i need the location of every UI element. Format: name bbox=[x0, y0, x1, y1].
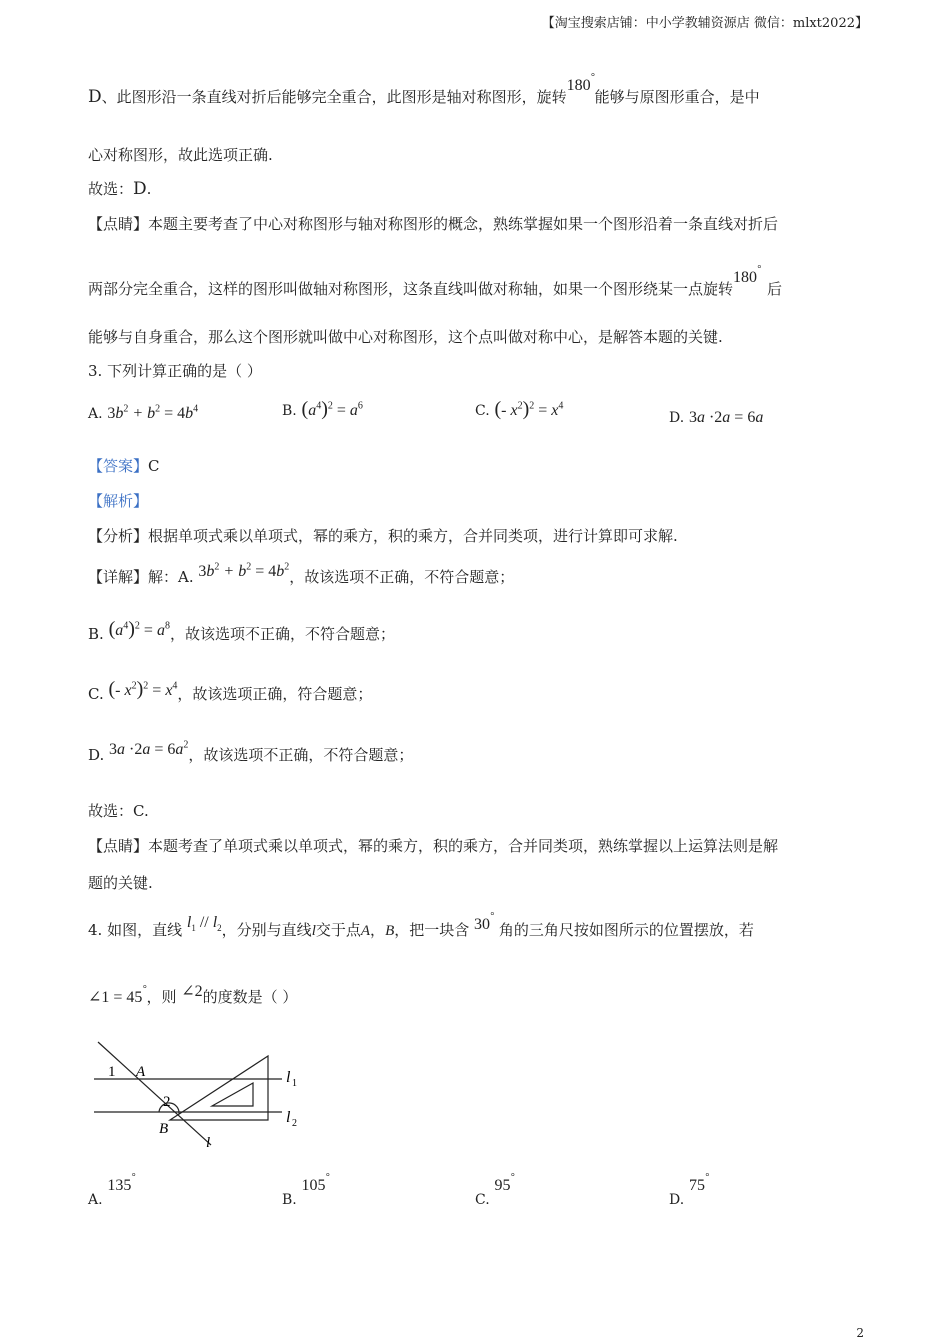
text: 两部分完全重合，这样的图形叫做轴对称图形，这条直线叫做对称轴，如果一个图形绕某一点旋转 bbox=[88, 280, 734, 298]
angle1-value: ∠1 = 45 bbox=[88, 989, 143, 1006]
option-label: B. bbox=[282, 1192, 297, 1208]
option-label: B. bbox=[282, 403, 297, 419]
tip1-line2: 两部分完全重合，这样的图形叫做轴对称图形，这条直线叫做对称轴，如果一个图形绕某一点旋转180°后 bbox=[88, 264, 783, 298]
detail-b: B. $(a^4)^2 = a^8$，故该选项不正确，不符合题意； bbox=[88, 618, 395, 643]
line-l-label: l bbox=[311, 923, 316, 939]
answer-tag: 【答案】 bbox=[88, 457, 149, 475]
text: ， bbox=[370, 921, 386, 939]
text: 本题主要考查了中心对称图形与轴对称图形的概念，熟练掌握如果一个图形沿着一条直线对折后 bbox=[148, 215, 779, 233]
d-explanation-line2: 心对称图形，故此选项正确. bbox=[88, 146, 273, 164]
option-label: C. bbox=[475, 1192, 490, 1208]
question-4-line1: 4. 如图，直线 $l_1 // l_2$，分别与直线l交于点A，B，把一块含 30° 角的三角尺按如图所示的位置摆放，若 bbox=[88, 911, 754, 939]
option-label: D. bbox=[669, 1192, 685, 1208]
tip2-line1 bbox=[88, 835, 778, 856]
tip-tag: 【点睛】 bbox=[88, 215, 149, 233]
option-label: D. bbox=[669, 410, 685, 426]
text: ，则 bbox=[146, 988, 177, 1006]
text: ，故该选项正确，符合题意； bbox=[177, 685, 373, 703]
fenxi-tag: 【分析】 bbox=[88, 527, 149, 545]
answer-line bbox=[88, 455, 160, 476]
answer-select-1 bbox=[88, 178, 151, 199]
point-b-figure-label: B bbox=[159, 1121, 169, 1137]
option-value: 75 bbox=[688, 1177, 705, 1194]
point-a-figure-label: A bbox=[136, 1064, 146, 1080]
degree-value: 30 bbox=[474, 916, 491, 933]
tip-tag: 【点睛】 bbox=[88, 837, 149, 855]
l2-figure-label: l bbox=[286, 1109, 291, 1126]
text: ，把一块含 bbox=[394, 921, 470, 939]
q4-option-b: B. 105° bbox=[282, 1172, 330, 1208]
option-label: A. bbox=[88, 1192, 103, 1208]
text: 角的三角尺按如图所示的位置摆放，若 bbox=[498, 921, 754, 939]
page-number: 2 bbox=[856, 1326, 864, 1340]
q4-option-a: A. 135° bbox=[88, 1172, 136, 1208]
detail-d: D. $3a \cdot 2a = 6a^2$，故该选项不正确，不符合题意； bbox=[88, 739, 414, 764]
q3-option-a: A. $3b^2 + b^2 = 4b^4$ bbox=[88, 403, 199, 422]
option-value: 135 bbox=[107, 1177, 132, 1194]
text: 解：A. bbox=[148, 568, 194, 586]
angle2-label: ∠2 bbox=[181, 983, 203, 1000]
question-4-line2: ∠1 = 45°，则 ∠2的度数是（ ） bbox=[88, 983, 298, 1006]
geometry-figure bbox=[86, 1036, 316, 1156]
option-letter: D bbox=[88, 87, 102, 107]
answer-select-2: 故选：C. bbox=[88, 802, 149, 820]
answer-value: C bbox=[148, 457, 160, 475]
text: . bbox=[146, 180, 152, 198]
option-value: 95 bbox=[494, 1177, 511, 1194]
degree-value: 180 bbox=[566, 77, 591, 94]
line-l-figure-label: l bbox=[206, 1135, 211, 1151]
analysis-tag: 【解析】 bbox=[88, 492, 149, 510]
text: ，故该选项不正确，不符合题意； bbox=[169, 625, 395, 643]
page-header: 【淘宝搜索店铺：中小学教辅资源店 微信：mlxt2022】 bbox=[541, 16, 868, 31]
option-label: D. bbox=[88, 746, 105, 764]
text: 交于点 bbox=[315, 921, 361, 939]
option-label: C. bbox=[475, 403, 490, 419]
angle-2-figure-label: 2 bbox=[163, 1094, 171, 1110]
tip1-line3: 能够与自身重合，那么这个图形就叫做中心对称图形，这个点叫做对称中心，是解答本题的关键. bbox=[88, 328, 723, 346]
detail-a: 【详解】解：A. $3b^2 + b^2 = 4b^2$，故该选项不正确，不符合题意； bbox=[88, 561, 515, 586]
l2-subscript: 2 bbox=[292, 1118, 297, 1129]
text: ，分别与直线 bbox=[221, 921, 312, 939]
angle-1-label: 1 bbox=[108, 1064, 116, 1080]
q3-option-b: B. $(a^4)^2 = a^6$ bbox=[282, 398, 363, 420]
tip1-line1 bbox=[88, 213, 778, 234]
q4-option-c: C. 95° bbox=[475, 1172, 515, 1208]
l1-figure-label: l bbox=[286, 1069, 291, 1086]
question-3-stem: 3. 下列计算正确的是（ ） bbox=[88, 362, 262, 380]
option-label: C. bbox=[88, 685, 104, 703]
tip2-line2: 题的关键. bbox=[88, 874, 153, 892]
q4-option-d: D. 75° bbox=[669, 1172, 709, 1208]
text: 4. 如图，直线 bbox=[88, 921, 183, 939]
q3-option-d: D. 3a ·2a = 6a bbox=[669, 409, 764, 426]
text: 故选： bbox=[88, 180, 134, 198]
text: 本题考查了单项式乘以单项式，幂的乘方，积的乘方，合并同类项，熟练掌握以上运算法则是解 bbox=[148, 837, 779, 855]
detail-tag: 【详解】 bbox=[88, 568, 149, 586]
degree-value: 180 bbox=[733, 269, 758, 286]
detail-c: C. (- $x^2)^2 = x^4$，故该选项正确，符合题意； bbox=[88, 678, 373, 703]
text: ，故该选项不正确，不符合题意； bbox=[289, 568, 515, 586]
option-label: B. bbox=[88, 625, 104, 643]
answer-letter: D bbox=[133, 179, 147, 199]
triangle-ruler-inner bbox=[212, 1083, 253, 1106]
point-a-label: A bbox=[360, 923, 371, 939]
line-l bbox=[98, 1042, 211, 1145]
point-b-label: B bbox=[385, 923, 395, 939]
option-label: A. bbox=[88, 406, 103, 422]
text: 的度数是（ ） bbox=[202, 988, 298, 1006]
d-explanation-line1: D、此图形沿一条直线对折后能够完全重合，此图形是轴对称图形，旋转180°能够与原图形重合，是中 bbox=[88, 72, 760, 107]
text: 、此图形沿一条直线对折后能够完全重合，此图形是轴对称图形，旋转 bbox=[101, 88, 567, 106]
text: ，故该选项不正确，不符合题意； bbox=[188, 746, 414, 764]
fenxi-line bbox=[88, 525, 678, 546]
text: 根据单项式乘以单项式，幂的乘方，积的乘方，合并同类项，进行计算即可求解. bbox=[148, 527, 678, 545]
text: 后 bbox=[767, 280, 783, 298]
q3-option-c: C. (- $x^2)^2 = x^4$ bbox=[475, 398, 564, 420]
text: 能够与原图形重合，是中 bbox=[594, 88, 760, 106]
option-value: 105 bbox=[301, 1177, 326, 1194]
l1-subscript: 1 bbox=[292, 1078, 297, 1089]
